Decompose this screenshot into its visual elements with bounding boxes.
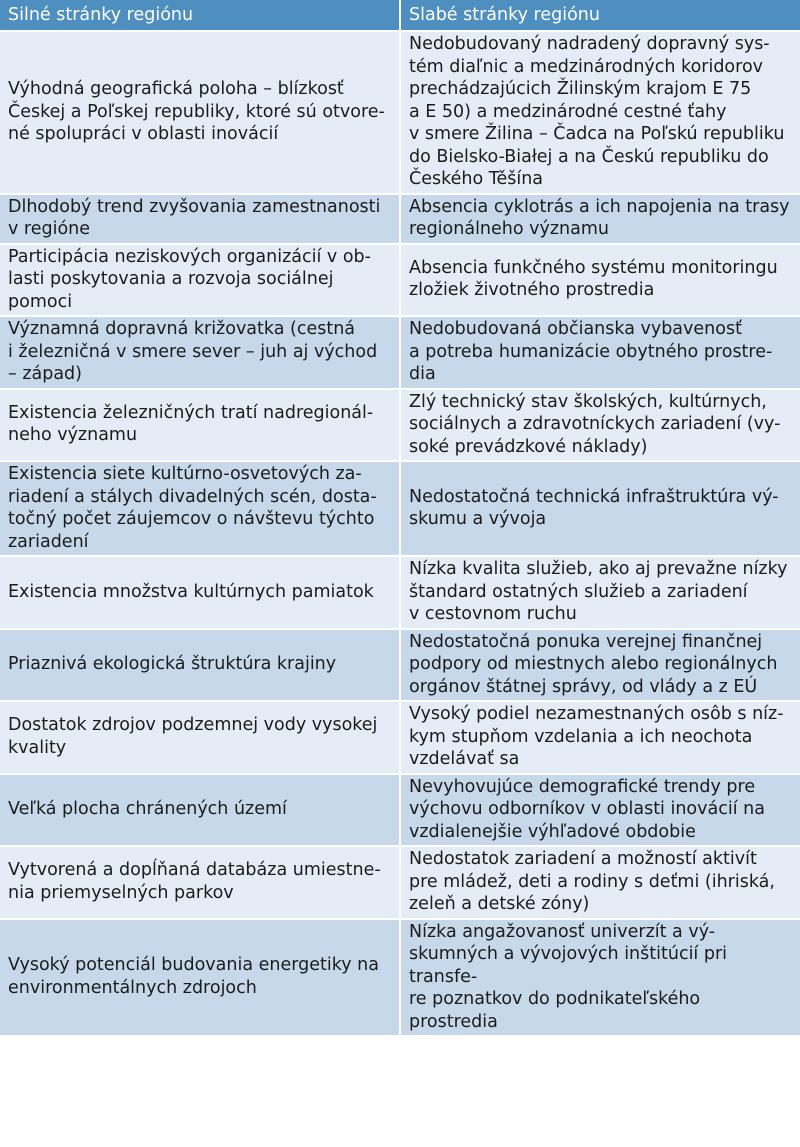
weakness-cell: Nedobudovaná občianska vybavenosť a potreba humanizácie obytného prostre- dia — [400, 316, 800, 389]
strength-cell: Existencia množstva kultúrnych pamiatok — [0, 556, 400, 629]
table-row — [0, 846, 800, 919]
weakness-cell: Nedostatok zariadení a možností aktivít pre mládež, deti a rodiny s deťmi (ihriská, zeleň a detské zóny) — [400, 846, 800, 919]
weakness-cell: Absencia cyklotrás a ich napojenia na trasy regionálneho významu — [400, 194, 800, 244]
header-weaknesses: Slabé stránky regiónu — [400, 0, 800, 31]
table-row — [0, 194, 800, 244]
table-row — [0, 774, 800, 847]
table-row — [0, 919, 800, 1037]
table-row — [0, 389, 800, 462]
weakness-cell: Nízka angažovanosť univerzít a vý- skumných a vývojových inštitúcií pri transfe- re poznatkov do podnikateľského prostredia — [400, 919, 800, 1037]
strength-cell: Dlhodobý trend zvyšovania zamestnanosti v regióne — [0, 194, 400, 244]
strength-cell: Priaznivá ekologická štruktúra krajiny — [0, 629, 400, 702]
table-row — [0, 556, 800, 629]
weakness-cell: Zlý technický stav školských, kultúrnych, sociálnych a zdravotníckych zariadení (vy- soké prevádzkové náklady) — [400, 389, 800, 462]
weakness-cell: Nedobudovaný nadradený dopravný sys- tém diaľnic a medzinárodných koridorov prechádzajúcich Žilinským krajom E 75 a E 50) a medzinárodné cestné ťahy v smere Žilina – Čadca na Poľskú republiku do Bielsko-Białej a na Českú republiku do Českého Těšína — [400, 31, 800, 194]
table-row — [0, 461, 800, 556]
table-header-row — [0, 0, 800, 31]
strength-cell: Existencia železničných tratí nadregionál- neho významu — [0, 389, 400, 462]
strength-cell: Významná dopravná križovatka (cestná i železničná v smere sever – juh aj východ – západ) — [0, 316, 400, 389]
table-row — [0, 316, 800, 389]
strength-cell: Participácia neziskových organizácií v ob- lasti poskytovania a rozvoja sociálnej pomoci — [0, 244, 400, 317]
strength-cell: Veľká plocha chránených území — [0, 774, 400, 847]
table-row — [0, 629, 800, 702]
weakness-cell: Vysoký podiel nezamestnaných osôb s níz- kym stupňom vzdelania a ich neochota vzdelávať sa — [400, 701, 800, 774]
weakness-cell: Absencia funkčného systému monitoringu zložiek životného prostredia — [400, 244, 800, 317]
weakness-cell: Nedostatočná ponuka verejnej finančnej podpory od miestnych alebo regionálnych orgánov štátnej správy, od vlády a z EÚ — [400, 629, 800, 702]
strength-cell: Existencia siete kultúrno-osvetových za- riadení a stálych divadelných scén, dosta- točný počet záujemcov o návštevu týchto zariadení — [0, 461, 400, 556]
strength-cell: Vysoký potenciál budovania energetiky na environmentálnych zdrojoch — [0, 919, 400, 1037]
table-row — [0, 701, 800, 774]
weakness-cell: Nízka kvalita služieb, ako aj prevažne nízky štandard ostatných služieb a zariadení v cestovnom ruchu — [400, 556, 800, 629]
weakness-cell: Nedostatočná technická infraštruktúra vý- skumu a vývoja — [400, 461, 800, 556]
weakness-cell: Nevyhovujúce demografické trendy pre výchovu odborníkov v oblasti inovácií na vzdialenejšie výhľadové obdobie — [400, 774, 800, 847]
table-row — [0, 31, 800, 194]
header-strengths: Silné stránky regiónu — [0, 0, 400, 31]
strength-cell: Dostatok zdrojov podzemnej vody vysokej kvality — [0, 701, 400, 774]
table-row — [0, 244, 800, 317]
strength-cell: Vytvorená a dopĺňaná databáza umiestne- nia priemyselných parkov — [0, 846, 400, 919]
strength-cell: Výhodná geografická poloha – blízkosť Českej a Poľskej republiky, ktoré sú otvore- né spolupráci v oblasti inovácií — [0, 31, 400, 194]
